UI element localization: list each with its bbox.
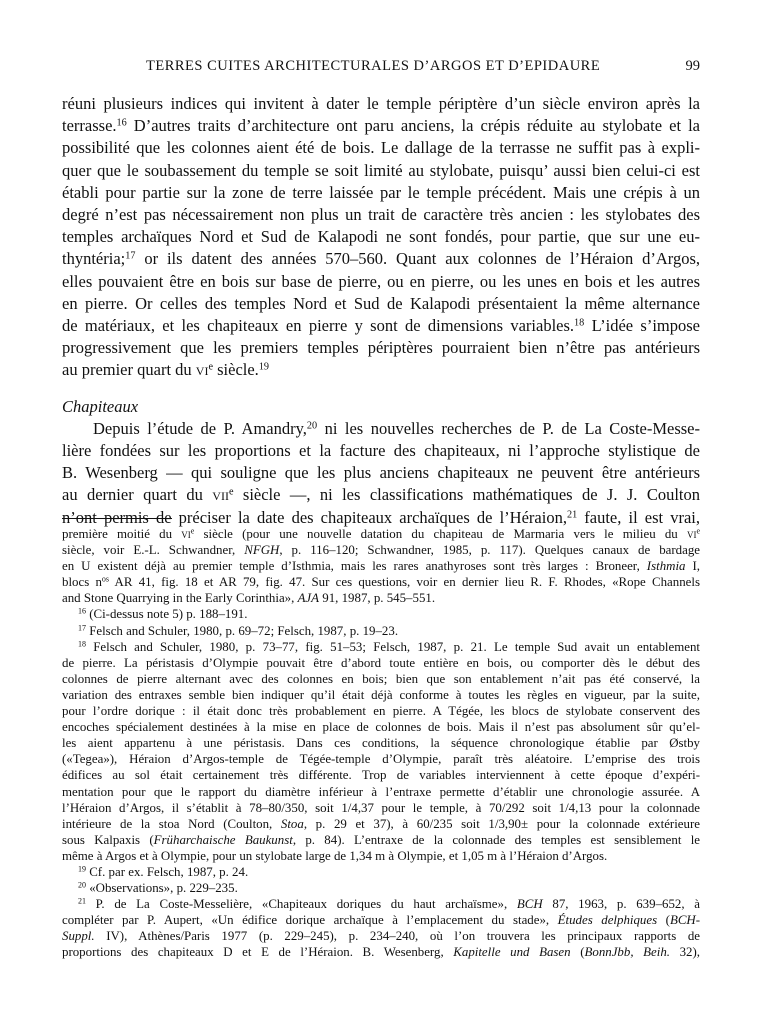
page-number: 99 [685, 58, 700, 74]
footnote-21: $^{21}$ P. de La Coste-Messelière, «Chapiteaux doriques du haut archaïsme», BCH 87, 1963, p. 639–652, à [78, 896, 700, 912]
footnote-line: en U existent déjà au premier temple d’Isthmia, mais les rares anathyroses sont très larges : Broneer, Isthmia I, [62, 559, 700, 574]
footnote-line: les aient appartenu à une péristasis. Dans ces conditions, la séquence chronologique établie par Østby [62, 736, 700, 751]
text-line: possibilité que les colonnes aient été de bois. Le dallage de la terrasse ne suffit pas à expli- [62, 138, 700, 158]
footnote-number: 21 [78, 896, 86, 906]
footnote-line: encoches spécialement destinées à la mise en place de colonnes de bois. Mais il n’est pas absolument sûr qu’el- [62, 720, 700, 735]
text-line: B. Wesenberg — qui souligne que les plus anciens chapiteaux ne peuvent être antérieurs [62, 463, 700, 483]
text-line: temples archaïques Nord et Sud de Kalapodi ne sont fondés, pour partie, que sur une eu- [62, 227, 700, 247]
running-header [62, 58, 700, 80]
footnotes [62, 526, 700, 961]
footnote-line: pour l’ordre dorique : il était donc très probablement en pierre. A Tégée, les blocs de stylobate conservent des [62, 704, 700, 719]
text-line: en pierre. Or celles des temples Nord et Sud de Kalapodi présentaient la même alternance [62, 293, 700, 313]
running-title: TERRES CUITES ARCHITECTURALES D’ARGOS ET D’EPIDAURE [146, 58, 601, 74]
footnote-line: blocs $n^{os}$ AR 41, fig. 18 et AR 79, fig. 47. Sur ces questions, voir en dernier lieu R. F. Rhodes, «Rope Channels [62, 574, 700, 590]
text-line: établi pour partie sur la zone de terre laissée par le temple précédent. Mais une crépis à un [62, 182, 700, 202]
footnote-number: 17 [78, 623, 86, 633]
text-line: Depuis l’étude de P. Amandry,$^{20}$ ni les nouvelles recherches de P. de La Coste-Messe- [93, 418, 700, 438]
text-line: terrasse.$^{16}$ D’autres traits d’architecture ont paru anciens, la crépis réduite au stylobate et la [62, 116, 700, 136]
footnote-line: («Tegea»), Héraion d’Argos-temple de Tégée-temple d’Olympie, paraît très aléatoire. L’emprise des trois [62, 752, 700, 767]
main-text [62, 93, 700, 529]
footnote-line: de pierre. La péristasis d’Olympie pouvait être d’abord toute entière en bois, ou comporter dès le début des [62, 655, 700, 670]
footnote-line: and Stone Quarrying in the Early Corinthia», AJA 91, 1987, p. 545–551. [62, 591, 436, 606]
text-line: degré n’est pas nécessairement non plus un trait de caractère très ancien : les stylobates des [62, 205, 700, 225]
footnote-ref: 20 [306, 420, 318, 432]
text-line: progressivement que les premiers temples périptères pourraient bien n’être pas antérieurs [62, 338, 700, 358]
footnote-ref: 16 [116, 117, 127, 129]
footnote-line: sous Kalpaxis (Früharchaische Baukunst, p. 84). L’entraxe de la colonnade des temples est sensiblement le [62, 832, 701, 847]
text-line: lière fondées sur les proportions et la facture des chapiteaux, ni l’approche stylistique de [62, 441, 700, 461]
footnote-line: compléter par P. Aupert, «Un édifice dorique archaïque à l’emplacement du stade», Études delphiques (BCH- [62, 913, 701, 928]
footnote-16: $^{16}$ (Ci-dessus note 5) p. 188–191. [78, 607, 248, 622]
text-line: n’ont permis de préciser la date des chapiteaux archaïques de l’Héraion,$^{21}$ faute, il est vrai, [62, 507, 700, 527]
footnote-line: l’Héraion d’Argos, il s’établit à 78–80/350, soit 1/4,37 pour le temple, à 70/292 soit 1/4,13 pour la colonnade [62, 800, 700, 815]
footnote-line: mentation pour que le rapport du diamètre inférieur à l’entraxe permette d’établir une chronologie assurée. A [62, 784, 700, 799]
footnote-number: 18 [78, 639, 86, 649]
footnote-ref: 19 [258, 361, 270, 373]
section-heading: Chapiteaux [62, 396, 139, 416]
text-line: thyntéria;$^{17}$ or ils datent des années 570–560. Quant aux colonnes de l’Héraion d’Argos, [62, 249, 700, 269]
footnote-number: 19 [78, 864, 86, 874]
text-line: au premier quart du $vi^e$ siècle.$^{19}$ [62, 360, 270, 380]
footnote-ref: 21 [566, 509, 578, 521]
text-line: quer que le soubassement du temple se soit limité au stylobate, puisqu’ aussi bien celui-ci est [62, 160, 700, 180]
footnote-17: $^{17}$ Felsch and Schuler, 1980, p. 69–72; Felsch, 1987, p. 19–23. [78, 623, 399, 638]
footnote-line: édifices au sol était certainement très différente. Trop de variables interviennent à cette époque d’expéri- [62, 768, 700, 783]
footnote-ref: 17 [125, 250, 136, 262]
footnote-line: Suppl. IV), Athènes/Paris 1977 (p. 229–245), p. 234–240, où l’on trouvera les principaux rapports de [62, 929, 700, 944]
footnote-line: même à Argos et à Olympie, pour un stylobate large de 1,34 m à Olympie, et 1,05 m à l’Héraion d’Argos. [62, 848, 608, 863]
footnote-18: $^{18}$ Felsch and Schuler, 1980, p. 73–77, fig. 51–53; Felsch, 1987, p. 21. Le temple Sud avait un entablement [78, 639, 700, 654]
footnote-line: proportions des chapiteaux D et E de l’Héraion. B. Wesenberg, Kapitelle und Basen (BonnJbb, Beih. 32), [62, 945, 701, 960]
text-line: au dernier quart du vii$^e$ siècle —, ni les classifications mathématiques de J. J. Coulton [62, 485, 700, 505]
footnote-20: $^{20}$ «Observations», p. 229–235. [78, 880, 238, 896]
footnote-19: $^{19}$ Cf. par ex. Felsch, 1987, p. 24. [78, 864, 249, 879]
footnote-number: 16 [78, 607, 86, 617]
text-line: elles pouvaient être en bois sur base de pierre, ou en pierre, ou les unes en bois et les autres [62, 271, 700, 291]
text-line: réuni plusieurs indices qui invitent à dater le temple périptère d’un siècle environ après la [62, 94, 700, 113]
footnote-divider [62, 518, 172, 519]
footnote-line: première moitié du $vi^e$ siècle (pour une nouvelle datation du chapiteau de Marmaria vers le milieu du $vi^e$ [62, 526, 700, 541]
footnote-line: variation des entraxes semble bien indiquer qu’il était déjà conforme à toutes les règles en vigueur, par la suite, [62, 687, 700, 702]
footnote-line: intérieure de la stoa Nord (Coulton, Stoa, p. 29 et 37), à 60/235 soit 1/3,90± pour la colonnade extérieure [62, 816, 700, 831]
footnote-line: colonnes de pierre alternant avec des colonnes en bois; bien que son entablement n’ait pas été conservé, la [62, 671, 700, 686]
footnote-ref: 18 [574, 317, 585, 329]
footnote-number: 20 [78, 880, 86, 890]
text-line: de matériaux, et les chapiteaux en pierre y sont de dimensions variables.$^{18}$ L’idée s’impose [62, 316, 700, 336]
footnote-line: siècle, voir E.-L. Schwandner, NFGH, p. 116–120; Schwandner, 1985, p. 117). Quelques canaux de bardage [62, 543, 701, 558]
